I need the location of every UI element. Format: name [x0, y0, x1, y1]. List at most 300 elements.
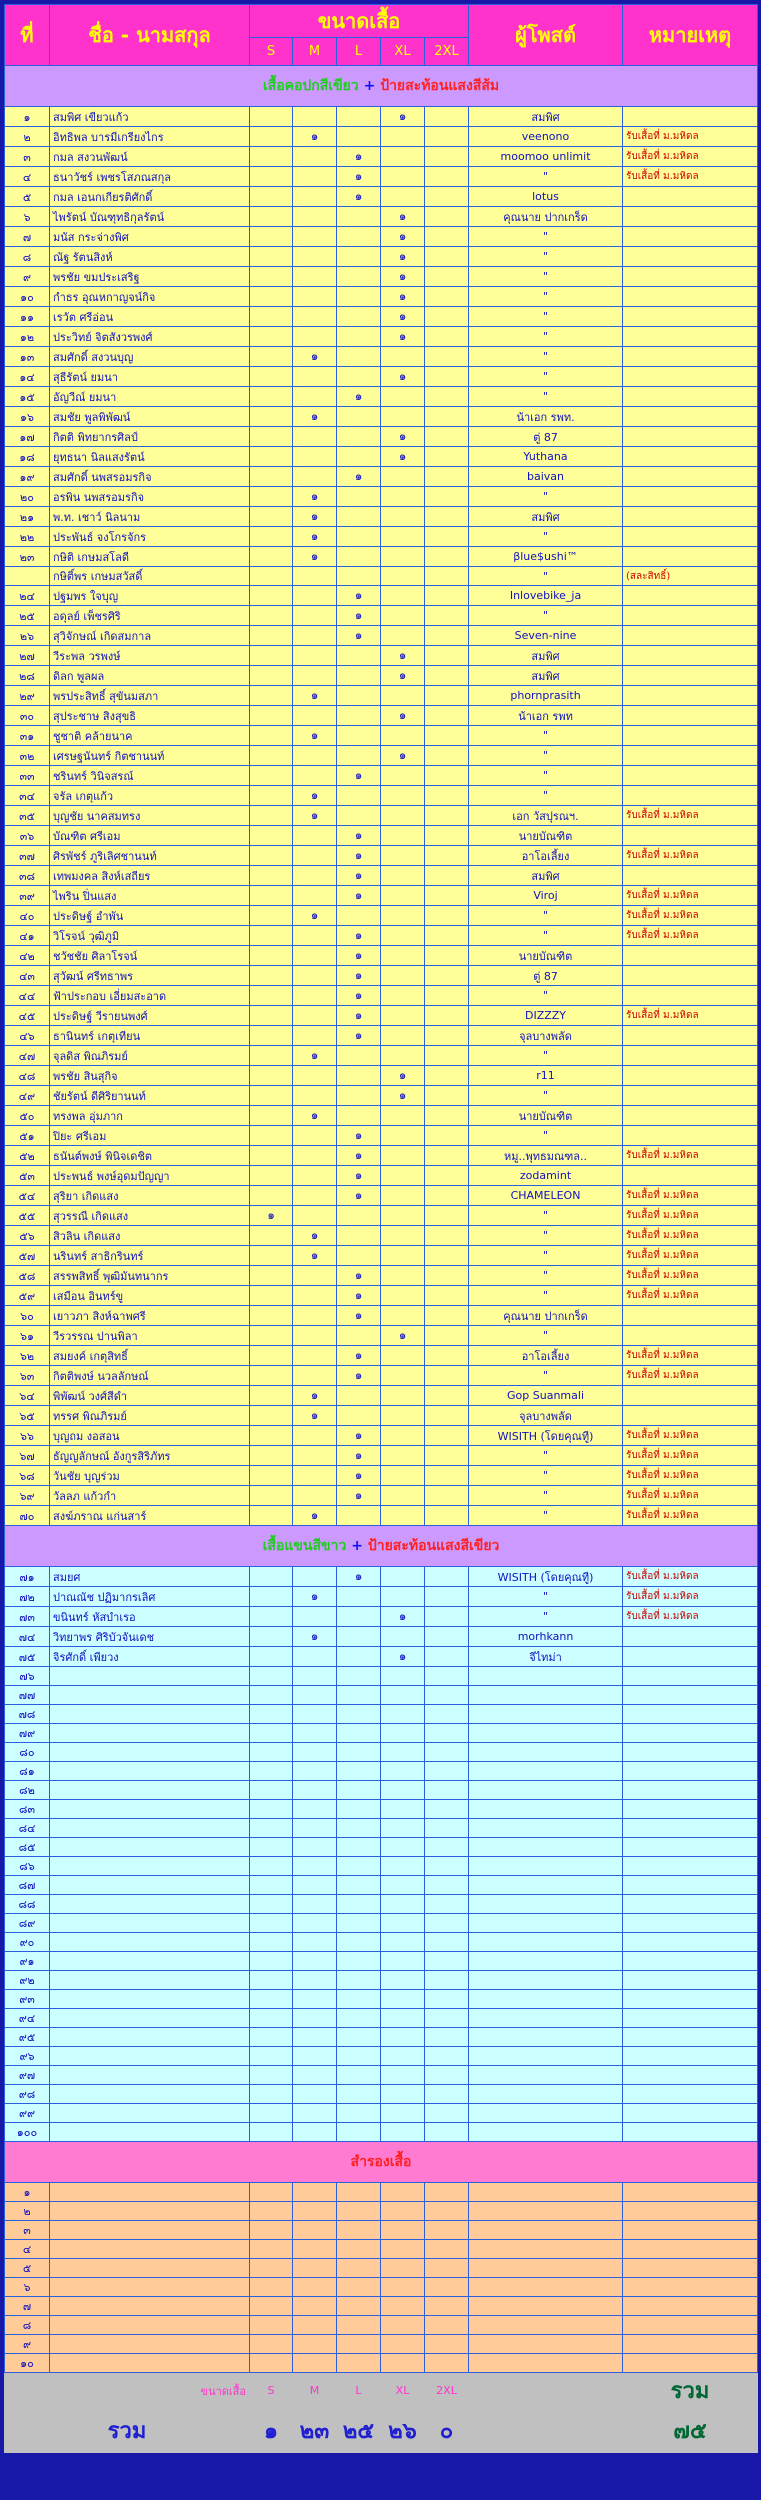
size-cell: [337, 666, 381, 686]
row-number: ๕๖: [5, 1226, 50, 1246]
table-row: [5, 1667, 758, 1686]
size-mark: ๑: [381, 646, 425, 666]
size-cell: [381, 1686, 425, 1705]
row-note: [623, 2085, 758, 2104]
row-name: [50, 1724, 250, 1743]
row-note: [623, 1406, 758, 1426]
row-name: สมศักดิ์ นพสรอมรกิจ: [50, 467, 250, 487]
row-note: รับเสื้อที่ ม.มหิดล: [623, 1266, 758, 1286]
size-mark: ๑: [381, 107, 425, 127]
size-cell: [425, 1006, 469, 1026]
size-mark: ๑: [337, 946, 381, 966]
row-note: [623, 2009, 758, 2028]
empty-cell: [337, 2240, 381, 2259]
size-cell: [250, 1724, 293, 1743]
size-mark: ๑: [293, 906, 337, 926]
row-number: ๒๕: [5, 606, 50, 626]
size-cell: [381, 467, 425, 487]
row-poster: ": [469, 1246, 623, 1266]
size-cell: [250, 1386, 293, 1406]
size-cell: [381, 1743, 425, 1762]
size-cell: [293, 1146, 337, 1166]
size-cell: [381, 906, 425, 926]
row-note: [623, 786, 758, 806]
row-number: ๒๖: [5, 626, 50, 646]
row-poster: นายบัณฑิต: [469, 826, 623, 846]
size-cell: [381, 766, 425, 786]
row-name: กิตติพงษ์ นวลลักษณ์: [50, 1366, 250, 1386]
size-mark: ๑: [293, 547, 337, 567]
size-cell: [425, 1587, 469, 1607]
size-cell: [250, 866, 293, 886]
row-poster: lotus: [469, 187, 623, 207]
row-poster: ": [469, 267, 623, 287]
header-name: ชื่อ - นามสกุล: [50, 5, 250, 66]
row-number: ๑๑: [5, 307, 50, 327]
row-name: สุธีรัตน์ ยมนา: [50, 367, 250, 387]
row-name: อิทธิพล บารมีเกรียงไกร: [50, 127, 250, 147]
size-cell: [425, 227, 469, 247]
size-mark: ๑: [293, 1246, 337, 1266]
row-number: ๘๓: [5, 1800, 50, 1819]
row-note: [623, 1990, 758, 2009]
size-cell: [293, 1762, 337, 1781]
row-number: ๙: [5, 267, 50, 287]
row-name: เทพมงคล สิงห์เสถียร: [50, 866, 250, 886]
row-poster: ": [469, 1366, 623, 1386]
size-cell: [293, 367, 337, 387]
row-name: บัณฑิต ศรีเอม: [50, 826, 250, 846]
size-cell: [293, 826, 337, 846]
size-cell: [293, 926, 337, 946]
table-row: [5, 1026, 758, 1046]
row-note: [623, 606, 758, 626]
size-cell: [425, 626, 469, 646]
size-cell: [337, 1819, 381, 1838]
size-cell: [381, 507, 425, 527]
size-cell: [381, 1876, 425, 1895]
row-poster: [469, 2123, 623, 2142]
size-cell: [337, 1406, 381, 1426]
row-number: ๙๙: [5, 2104, 50, 2123]
row-note: รับเสื้อที่ ม.มหิดล: [623, 886, 758, 906]
size-cell: [425, 1506, 469, 1526]
empty-cell: [469, 2297, 623, 2316]
table-row: [5, 547, 758, 567]
size-cell: [425, 1990, 469, 2009]
size-cell: [250, 586, 293, 606]
row-poster: [469, 1686, 623, 1705]
row-name: ปาณณัช ปฏิมากรเลิศ: [50, 1587, 250, 1607]
row-note: [623, 1838, 758, 1857]
size-cell: [425, 1326, 469, 1346]
size-mark: ๑: [337, 1306, 381, 1326]
size-cell: [250, 167, 293, 187]
size-mark: ๑: [293, 1106, 337, 1126]
row-number: ๑๙: [5, 467, 50, 487]
totals-size-header: S: [250, 2373, 293, 2409]
empty-cell: [250, 2278, 293, 2297]
size-mark: ๑: [293, 786, 337, 806]
size-cell: [293, 247, 337, 267]
size-cell: [337, 1743, 381, 1762]
row-number: ๑๘: [5, 447, 50, 467]
row-poster: Seven-nine: [469, 626, 623, 646]
row-name: [50, 1933, 250, 1952]
row-poster: r11: [469, 1066, 623, 1086]
size-cell: [250, 107, 293, 127]
size-cell: [381, 846, 425, 866]
size-mark: ๑: [337, 606, 381, 626]
row-number: ๑๖: [5, 407, 50, 427]
size-cell: [293, 1306, 337, 1326]
row-note: [623, 1724, 758, 1743]
table-row: [5, 1952, 758, 1971]
size-cell: [425, 1486, 469, 1506]
size-cell: [293, 1286, 337, 1306]
row-note: [623, 746, 758, 766]
size-cell: [337, 1990, 381, 2009]
size-cell: [337, 806, 381, 826]
table-row: [5, 1506, 758, 1526]
empty-cell: [623, 2183, 758, 2202]
row-note: [623, 646, 758, 666]
size-mark: ๑: [381, 327, 425, 347]
total-count: ๒๓: [293, 2409, 337, 2453]
size-cell: [425, 2104, 469, 2123]
empty-cell: [50, 2202, 250, 2221]
table-row: [5, 1743, 758, 1762]
table-row: [5, 1286, 758, 1306]
row-number: ๓๗: [5, 846, 50, 866]
size-cell: [425, 1406, 469, 1426]
size-cell: [425, 487, 469, 507]
row-name: ธนันต์พงษ์ พินิจเดชิต: [50, 1146, 250, 1166]
size-cell: [250, 547, 293, 567]
empty-cell: [337, 2335, 381, 2354]
row-poster: DIZZZY: [469, 1006, 623, 1026]
row-poster: ": [469, 247, 623, 267]
size-cell: [293, 2009, 337, 2028]
empty-cell: [250, 2297, 293, 2316]
size-cell: [425, 606, 469, 626]
size-cell: [250, 287, 293, 307]
table-row: [5, 926, 758, 946]
row-name: กษิติ เกษมสโลดี: [50, 547, 250, 567]
size-cell: [293, 1686, 337, 1705]
size-mark: ๑: [293, 686, 337, 706]
size-mark: ๑: [381, 307, 425, 327]
row-name: [50, 1952, 250, 1971]
size-cell: [425, 1046, 469, 1066]
size-cell: [425, 507, 469, 527]
size-cell: [425, 586, 469, 606]
row-number: ๗๗: [5, 1686, 50, 1705]
table-row: [5, 2354, 758, 2373]
row-poster: [469, 1762, 623, 1781]
table-row: [5, 766, 758, 786]
size-cell: [337, 427, 381, 447]
row-note: รับเสื้อที่ ม.มหิดล: [623, 926, 758, 946]
size-cell: [337, 2123, 381, 2142]
table-row: [5, 147, 758, 167]
size-cell: [250, 1146, 293, 1166]
table-row: [5, 1838, 758, 1857]
row-name: ชวัชชัย ศิลาโรจน์: [50, 946, 250, 966]
size-cell: [381, 1106, 425, 1126]
size-cell: [337, 1724, 381, 1743]
size-cell: [250, 1406, 293, 1426]
size-cell: [381, 1567, 425, 1587]
row-poster: baivan: [469, 467, 623, 487]
size-cell: [250, 966, 293, 986]
table-row: [5, 2297, 758, 2316]
row-note: [623, 726, 758, 746]
size-cell: [250, 1667, 293, 1686]
row-number: ๔๖: [5, 1026, 50, 1046]
size-mark: ๑: [337, 1006, 381, 1026]
size-cell: [293, 1266, 337, 1286]
row-poster: สมพิศ: [469, 507, 623, 527]
size-cell: [293, 606, 337, 626]
size-cell: [337, 247, 381, 267]
size-cell: [425, 1246, 469, 1266]
size-cell: [250, 1046, 293, 1066]
row-number: ๓๐: [5, 706, 50, 726]
size-cell: [425, 826, 469, 846]
size-cell: [250, 906, 293, 926]
size-cell: [425, 147, 469, 167]
size-mark: ๑: [293, 507, 337, 527]
row-name: สุวัฒน์ ศรีทธาพร: [50, 966, 250, 986]
table-row: [5, 906, 758, 926]
row-poster: Gop Suanmali: [469, 1386, 623, 1406]
table-row: [5, 726, 758, 746]
size-cell: [381, 1914, 425, 1933]
size-cell: [381, 1857, 425, 1876]
row-name: พรชัย สินสุกิจ: [50, 1066, 250, 1086]
row-note: [623, 866, 758, 886]
size-mark: ๑: [381, 706, 425, 726]
row-number: ๖๖: [5, 1426, 50, 1446]
empty-cell: [337, 2278, 381, 2297]
row-note: [623, 986, 758, 1006]
size-cell: [381, 1446, 425, 1466]
empty-cell: [623, 2316, 758, 2335]
size-cell: [250, 1086, 293, 1106]
row-number: ๙๖: [5, 2047, 50, 2066]
row-name: [50, 2009, 250, 2028]
size-cell: [250, 1366, 293, 1386]
row-poster: นายบัณฑิต: [469, 946, 623, 966]
row-name: สุประชาษ สิงสุขธิ: [50, 706, 250, 726]
size-cell: [293, 2085, 337, 2104]
row-note: [623, 2047, 758, 2066]
header-size: ขนาดเสื้อ: [250, 5, 469, 38]
table-row: [5, 1186, 758, 1206]
size-mark: ๑: [381, 247, 425, 267]
size-cell: [425, 127, 469, 147]
size-cell: [381, 1705, 425, 1724]
table-row: [5, 1990, 758, 2009]
row-poster: CHAMELEON: [469, 1186, 623, 1206]
empty-cell: [293, 2259, 337, 2278]
table-row: [5, 2009, 758, 2028]
size-cell: [337, 1762, 381, 1781]
empty-cell: [381, 2202, 425, 2221]
table-row: [5, 227, 758, 247]
empty-cell: [293, 2335, 337, 2354]
row-note: [623, 1066, 758, 1086]
row-note: รับเสื้อที่ ม.มหิดล: [623, 1246, 758, 1266]
row-number: ๗: [5, 227, 50, 247]
row-note: [623, 407, 758, 427]
table-row: [5, 806, 758, 826]
size-cell: [293, 706, 337, 726]
size-cell: [381, 1386, 425, 1406]
size-cell: [293, 1705, 337, 1724]
row-note: รับเสื้อที่ ม.มหิดล: [623, 906, 758, 926]
table-row: [5, 1426, 758, 1446]
size-cell: [381, 527, 425, 547]
row-poster: moomoo unlimit: [469, 147, 623, 167]
row-note: [623, 586, 758, 606]
row-poster: ": [469, 227, 623, 247]
row-number: ๑: [5, 2183, 50, 2202]
row-name: [50, 1857, 250, 1876]
size-cell: [250, 227, 293, 247]
empty-cell: [381, 2259, 425, 2278]
size-cell: [293, 1567, 337, 1587]
size-cell: [425, 407, 469, 427]
table-row: [5, 986, 758, 1006]
row-name: อรพิน นพสรอมรกิจ: [50, 487, 250, 507]
size-mark: ๑: [337, 1446, 381, 1466]
row-note: [623, 247, 758, 267]
size-mark: ๑: [337, 1166, 381, 1186]
size-mark: ๑: [293, 1046, 337, 1066]
size-cell: [425, 547, 469, 567]
row-poster: สมพิศ: [469, 866, 623, 886]
size-mark: ๑: [381, 1607, 425, 1627]
size-cell: [293, 2066, 337, 2085]
row-poster: ": [469, 1226, 623, 1246]
size-cell: [293, 586, 337, 606]
table-row: [5, 187, 758, 207]
row-number: ๒: [5, 127, 50, 147]
section-part-b: ป้ายสะท้อนแสงสีเขียว: [367, 1538, 500, 1554]
row-number: ๖๑: [5, 1326, 50, 1346]
row-note: [623, 1743, 758, 1762]
row-note: รับเสื้อที่ ม.มหิดล: [623, 1186, 758, 1206]
size-cell: [425, 1426, 469, 1446]
row-number: ๑๐: [5, 2354, 50, 2373]
table-row: [5, 586, 758, 606]
row-note: [623, 447, 758, 467]
size-cell: [250, 1627, 293, 1647]
row-number: ๘: [5, 247, 50, 267]
size-cell: [293, 227, 337, 247]
row-note: รับเสื้อที่ ม.มหิดล: [623, 1466, 758, 1486]
size-cell: [381, 946, 425, 966]
size-cell: [425, 966, 469, 986]
row-note: รับเสื้อที่ ม.มหิดล: [623, 1226, 758, 1246]
row-note: [623, 1800, 758, 1819]
size-cell: [381, 1781, 425, 1800]
empty-cell: [293, 2297, 337, 2316]
totals-size-row: [5, 2373, 758, 2409]
size-cell: [337, 1647, 381, 1667]
size-cell: [293, 646, 337, 666]
size-cell: [337, 527, 381, 547]
row-number: ๓๕: [5, 806, 50, 826]
size-cell: [293, 1933, 337, 1952]
row-poster: ": [469, 347, 623, 367]
empty-cell: [425, 2354, 469, 2373]
row-note: [623, 487, 758, 507]
row-note: [623, 347, 758, 367]
size-cell: [250, 766, 293, 786]
row-note: รับเสื้อที่ ม.มหิดล: [623, 1426, 758, 1446]
size-cell: [337, 447, 381, 467]
table-row: [5, 1857, 758, 1876]
size-cell: [425, 1952, 469, 1971]
empty-cell: [623, 2259, 758, 2278]
size-cell: [337, 2028, 381, 2047]
table-row: [5, 567, 758, 586]
row-number: ๓๖: [5, 826, 50, 846]
row-name: ดิลก พูลผล: [50, 666, 250, 686]
total-count: ๒๕: [337, 2409, 381, 2453]
table-row: [5, 2335, 758, 2354]
size-cell: [250, 2085, 293, 2104]
row-number: ๒๑: [5, 507, 50, 527]
size-cell: [425, 527, 469, 547]
size-cell: [337, 726, 381, 746]
size-cell: [425, 946, 469, 966]
row-poster: ": [469, 746, 623, 766]
size-m: M: [293, 38, 337, 66]
header-poster: ผู้โพสต์: [469, 5, 623, 66]
size-cell: [250, 606, 293, 626]
row-name: [50, 1990, 250, 2009]
table-row: [5, 1876, 758, 1895]
row-note: [623, 1876, 758, 1895]
size-cell: [381, 1046, 425, 1066]
empty-cell: [337, 2221, 381, 2240]
table-row: [5, 127, 758, 147]
table-row: [5, 1366, 758, 1386]
table-row: [5, 1406, 758, 1426]
size-cell: [381, 1406, 425, 1426]
section-plus: +: [351, 1538, 363, 1554]
table-row: [5, 1647, 758, 1667]
table-row: [5, 1914, 758, 1933]
size-cell: [425, 307, 469, 327]
row-poster: ": [469, 1466, 623, 1486]
size-cell: [337, 207, 381, 227]
size-cell: [425, 1226, 469, 1246]
size-mark: ๑: [293, 726, 337, 746]
size-cell: [250, 1647, 293, 1667]
row-poster: ": [469, 287, 623, 307]
size-cell: [425, 1186, 469, 1206]
size-cell: [425, 1266, 469, 1286]
empty-cell: [469, 2183, 623, 2202]
size-cell: [293, 1346, 337, 1366]
size-cell: [381, 2066, 425, 2085]
empty-cell: [381, 2278, 425, 2297]
